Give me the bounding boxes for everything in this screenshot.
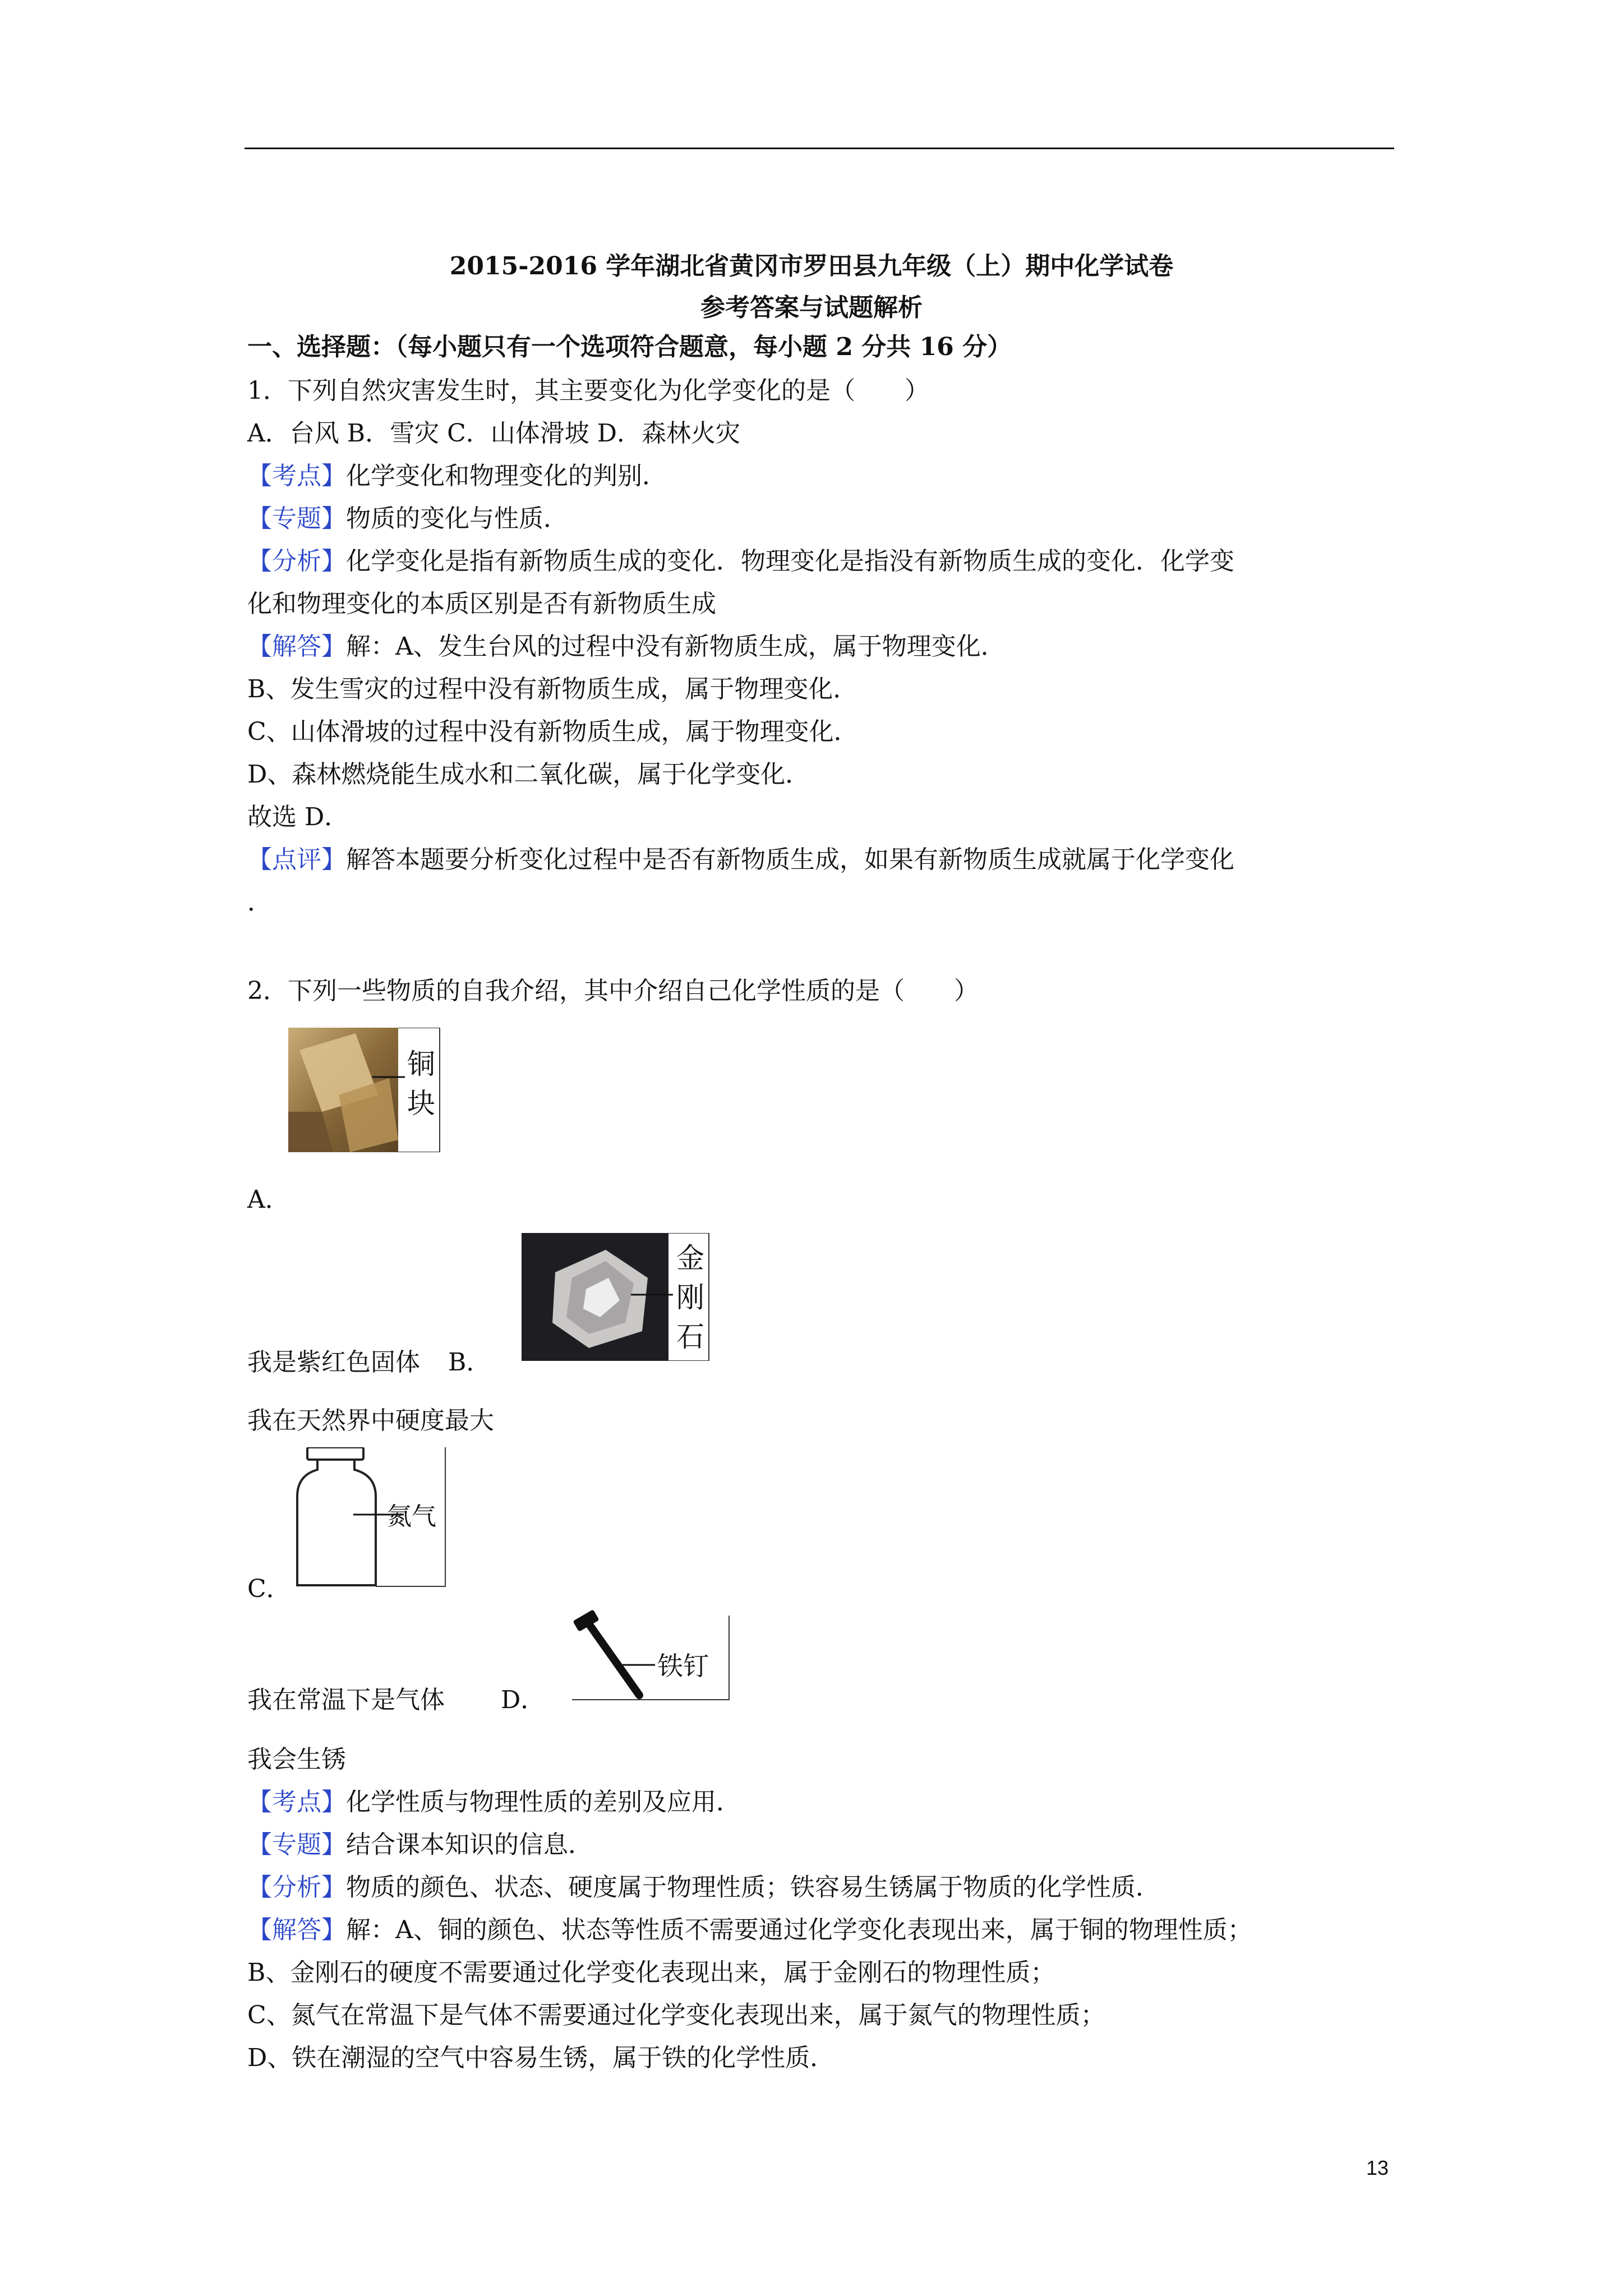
q1-fenxi [247, 543, 1234, 580]
q2-option-c: C． [247, 1575, 291, 1603]
page-number: 13 [1366, 2156, 1389, 2179]
q2-kaodian-text: 化学性质与物理性质的差别及应用． [346, 1788, 741, 1816]
header-rule [245, 148, 1394, 149]
q2-option-b: B． [448, 1348, 491, 1377]
q1-fenxi-cont: 化和物理变化的本质区别是否有新物质生成 [247, 590, 716, 618]
fenxi-tag: 【分析】 [247, 1873, 346, 1902]
fig-a-label-1: 铜 [407, 1048, 435, 1080]
q1-jieda [247, 628, 1006, 665]
q1-fenxi-text: 化学变化是指有新物质生成的变化．物理变化是指没有新物质生成的变化．化学变 [346, 547, 1234, 576]
q2-text-c [247, 1682, 545, 1719]
q1-kaodian [247, 458, 667, 495]
q2-option-a: A． [247, 1185, 290, 1214]
q2-jieda-c: C、氮气在常温下是气体不需要通过化学变化表现出来，属于氮气的物理性质； [247, 2001, 1105, 2030]
q1-answer: 故选 D． [247, 803, 349, 831]
q1-zhuanti-text: 物质的变化与性质． [346, 504, 568, 533]
fenxi-tag: 【分析】 [247, 547, 346, 576]
q1-options: A．台风 B．雪灾 C．山体滑坡 D．森林火灾 [247, 419, 741, 448]
q2-jieda [247, 1912, 1252, 1949]
copper-block-figure [288, 1028, 441, 1152]
q2-option-d: D． [501, 1686, 546, 1714]
section-heading: 一、选择题：（每小题只有一个选项符合题意，每小题 2 分共 16 分） [247, 333, 1012, 361]
q1-dianping-text: 解答本题要分析变化过程中是否有新物质生成，如果有新物质生成就属于化学变化 [346, 845, 1234, 874]
q2-text-a [247, 1344, 491, 1381]
q1-jieda-d: D、森林燃烧能生成水和二氧化碳，属于化学变化． [247, 760, 810, 789]
q2-jieda-d: D、铁在潮湿的空气中容易生锈，属于铁的化学性质． [247, 2044, 835, 2072]
fig-c-label: 氮气 [387, 1503, 436, 1530]
q2-jieda-b: B、金刚石的硬度不需要通过化学变化表现出来，属于金刚石的物理性质； [247, 1958, 1055, 1987]
q2-zhuanti [247, 1826, 593, 1864]
q1-dianping-cont: ． [247, 888, 272, 917]
q2-text-a-value: 我是紫红色固体 [247, 1348, 420, 1377]
q1-stem: 1．下列自然灾害发生时，其主要变化为化学变化的是（ ） [247, 376, 929, 405]
kaodian-tag: 【考点】 [247, 462, 346, 490]
zhuanti-tag: 【专题】 [247, 504, 346, 533]
fig-a-label-2: 块 [407, 1088, 435, 1119]
q2-fenxi [247, 1869, 1160, 1906]
q2-text-b: 我在天然界中硬度最大 [247, 1406, 494, 1435]
gas-bottle-figure [292, 1447, 446, 1589]
q2-jieda-text: 解：A、铜的颜色、状态等性质不需要通过化学变化表现出来，属于铜的物理性质； [346, 1916, 1252, 1944]
q2-stem: 2．下列一些物质的自我介绍，其中介绍自己化学性质的是（ ） [247, 977, 979, 1005]
q1-jieda-b: B、发生雪灾的过程中没有新物质生成，属于物理变化． [247, 675, 858, 703]
fig-d-label: 铁钉 [657, 1651, 709, 1681]
fig-b-label-3: 石 [676, 1321, 704, 1352]
q1-jieda-text: 解：A、发生台风的过程中没有新物质生成，属于物理变化． [346, 632, 1006, 661]
dianping-tag: 【点评】 [247, 845, 346, 874]
q2-text-c-value: 我在常温下是气体 [247, 1686, 445, 1714]
zhuanti-tag: 【专题】 [247, 1830, 346, 1859]
q1-kaodian-text: 化学变化和物理变化的判别． [346, 462, 667, 490]
q1-dianping [247, 841, 1234, 878]
jieda-tag: 【解答】 [247, 632, 346, 661]
q2-text-d: 我会生锈 [247, 1745, 346, 1774]
iron-nail-figure [572, 1610, 730, 1701]
q2-fenxi-text: 物质的颜色、状态、硬度属于物理性质；铁容易生锈属于物质的化学性质． [346, 1873, 1160, 1902]
diamond-figure [522, 1233, 710, 1361]
kaodian-tag: 【考点】 [247, 1788, 346, 1816]
q1-jieda-c: C、山体滑坡的过程中没有新物质生成，属于物理变化． [247, 717, 859, 746]
document-title: 2015-2016 学年湖北省黄冈市罗田县九年级（上）期中化学试卷 [449, 252, 1174, 280]
fig-b-label-2: 刚 [676, 1282, 704, 1313]
fig-b-label-1: 金 [676, 1243, 704, 1274]
q2-kaodian [247, 1784, 741, 1821]
document-subtitle: 参考答案与试题解析 [700, 293, 923, 322]
q1-zhuanti [247, 500, 568, 537]
jieda-tag: 【解答】 [247, 1916, 346, 1944]
q2-zhuanti-text: 结合课本知识的信息． [346, 1830, 593, 1859]
